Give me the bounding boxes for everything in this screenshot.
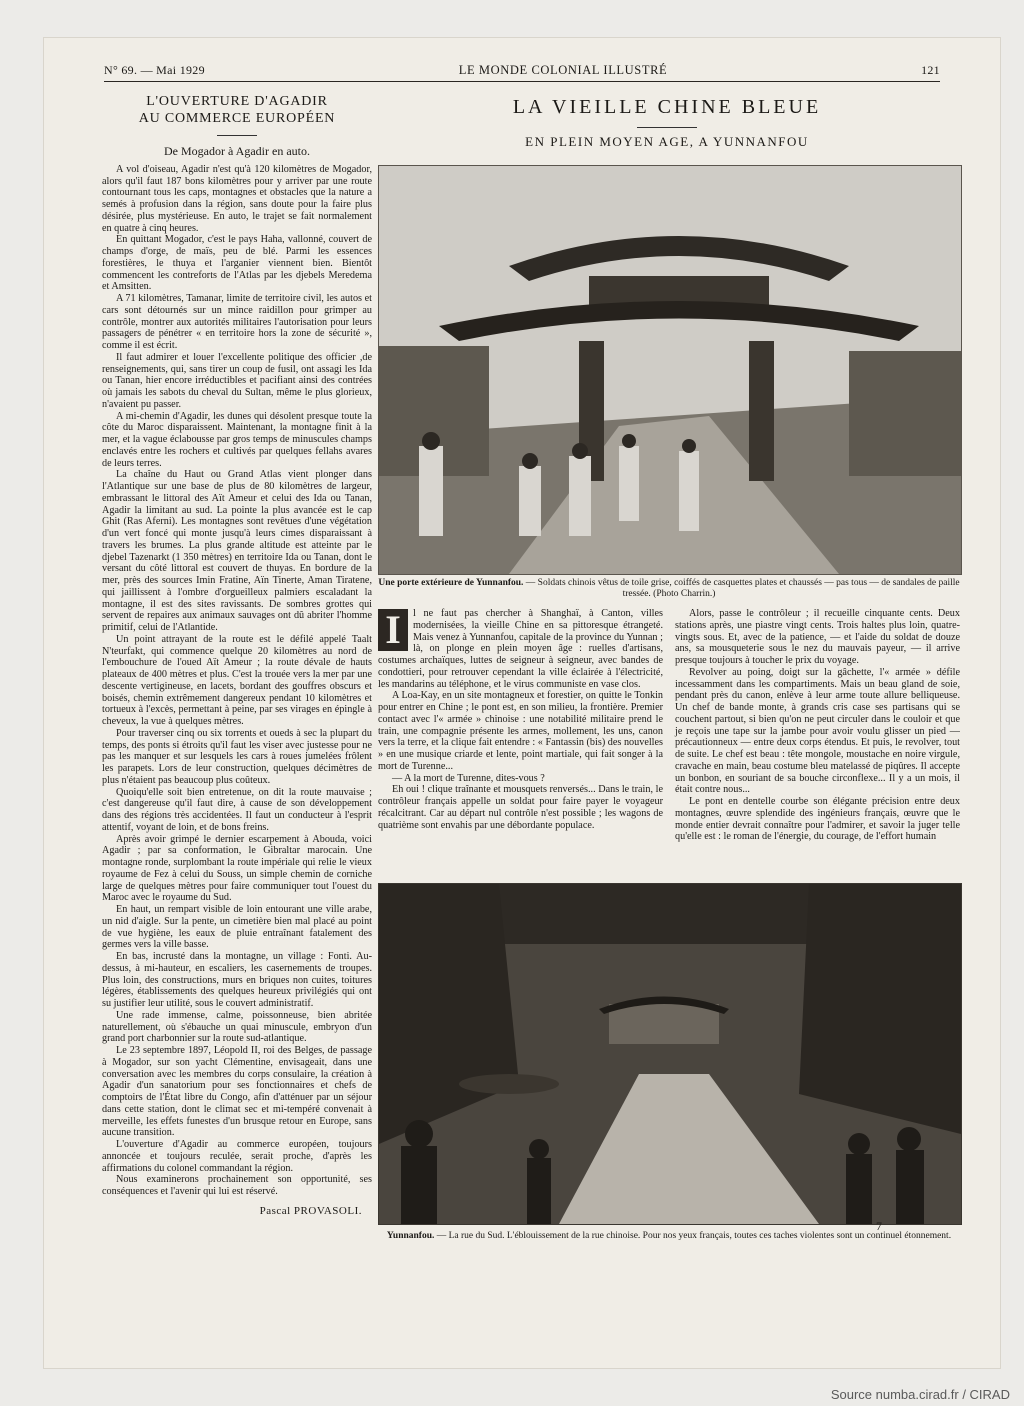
- paragraph: l ne faut pas chercher à Shanghaï, à Canton, villes modernisées, la vieille Chine en sa pittoresque étrangeté. Mais venez à Yunnanfou, capitale de la province du Yunnan ; là, on plonge en plein moyen âge : ruelles d'artisans, costumes archaïques, luttes de seigneur à seigneur, avec bandes de condottieri, pour retrouver cependant la ville éclairée à l'électricité, les mandarins au téléphone, et le virus communiste en vase clos.: [378, 608, 663, 690]
- chine-col1-text: [378, 608, 663, 831]
- paragraph: A Loa-Kay, en un site montagneux et forestier, on quitte le Tonkin pour entrer en Chine ; le pont est, en son milieu, la frontière. Premier contact avec l'« armée » chinoise : une notabilité militaire prend le train, une compagnie présente les armes, mollement, les uns, canon vers la terre, et la clique fait entendre : « Fantassin (bis) des nouvelles » en une musique criarde et lente, point martiale, qui fait songer à la mort de Turenne...: [378, 690, 663, 772]
- agadir-subtitle: De Mogador à Agadir en auto.: [164, 144, 310, 158]
- photo2-caption: [378, 1231, 960, 1242]
- paragraph: Alors, passe le contrôleur ; il recueille cinquante cents. Deux stations après, une piastre vingt cents. Trois haltes plus loin, quatre-vingts sous. Et, avec de la patience, — et l'aide du soldat de douze ans, sa mousqueterie sous le nez du mauvais payeur, — il arrive presque toujours à toucher le prix du voyage.: [675, 608, 960, 666]
- agadir-title-line2: AU COMMERCE EUROPÉEN: [138, 111, 336, 126]
- source-credit[interactable]: Source numba.cirad.fr / CIRAD: [830, 1387, 1010, 1402]
- paragraph: En haut, un rempart visible de loin entourant une ville arabe, un nid d'aigle. Sur la pente, un cimetière bien mal placé au point de vue hygiène, les eaux de pluie entraînant fatalement des germes vers la ville basse.: [102, 904, 372, 951]
- paragraph: Le 23 septembre 1897, Léopold II, roi des Belges, de passage à Mogador, sur son yacht Clémentine, envisageait, dans une conversation avec les membres du corps consulaire, la création à Agadir d'un sanatorium pour ses fonctionnaires et chefs de comptoirs de l'État libre du Congo, afin d'atténuer par un séjour dans cette station, dont le climat sec et mi-tempéré convenait à merveille, les effets funestes d'un brusque retour en Europe, sans aucune transition.: [102, 1045, 372, 1139]
- newspaper-page: [44, 38, 1000, 1368]
- chine-title-block: [374, 96, 960, 150]
- folio-number: 7: [876, 1219, 882, 1233]
- paragraph: Une rade immense, calme, poissonneuse, bien abritée naturellement, où s'ébauche un quai minuscule, embryon d'un grand port charbonnier sur la route sud-atlantique.: [102, 1009, 372, 1045]
- agadir-body: [102, 164, 372, 1198]
- publication-title: LE MONDE COLONIAL ILLUSTRÉ: [458, 63, 668, 77]
- author-signature: Pascal PROVASOLI.: [259, 1204, 362, 1217]
- photo1-caption-text: — Soldats chinois vêtus de toile grise, coiffés de casquettes plates et chaussés — pas tous — de sandales de paille tressée. (Photo Charrin.): [525, 578, 960, 599]
- paragraph: En quittant Mogador, c'est le pays Haha, vallonné, couvert de champs d'orge, de maïs, peu de blé. Parmi les essences forestières, le thuya et l'arganier viennent bien. Bientôt commencent les contreforts de l'Atlas par les djebels Meredema et Amsitten.: [102, 234, 372, 293]
- paragraph: A mi-chemin d'Agadir, les dunes qui désolent presque toute la côte du Maroc disparaissent. Maintenant, la montagne finit à la mer, et la vague éclabousse par gros temps de minuscules champs enclavés entre les rochers et cultivés par quelques fellahs avares de leurs terres.: [102, 410, 372, 469]
- chine-subtitle: EN PLEIN MOYEN AGE, A YUNNANFOU: [525, 134, 809, 149]
- paragraph: — A la mort de Turenne, dites-vous ?: [392, 772, 545, 784]
- issue-date: N° 69. — Mai 1929: [104, 63, 205, 77]
- photo1-caption-lead: Une porte extérieure de Yunnanfou.: [378, 578, 524, 588]
- paragraph: Il faut admirer et louer l'excellente politique des officier ,de renseignements, qui, sans tirer un coup de fusil, ont assagi les Ida ou Tanan, hier encore irréductibles et pacifiant ainsi des contrées où jamais les sabots du cheval du Sultan, même le plus glorieux, n'avaient pu passer.: [102, 351, 372, 410]
- paragraph: Nous examinerons prochainement son opportunité, ses conséquences et l'avenir qui lui est réservé.: [102, 1174, 372, 1197]
- chine-column-2: [675, 608, 960, 843]
- street-photo-illustration: [379, 884, 961, 1224]
- paragraph: Quoiqu'elle soit bien entretenue, on dit la route mauvaise ; c'est dangereuse qu'il faut dire, à cause de son développement dans des régions très accidentées. Il faut un conducteur à l'esprit attentif, voyant de loin, et de bons freins.: [102, 786, 372, 833]
- chine-body: [378, 608, 960, 843]
- title-rule: [637, 127, 697, 128]
- paragraph: Eh oui ! clique traînante et mousquets renversés... Dans le train, le contrôleur français appelle un soldat pour faire payer le voyageur récalcitrant. Car au départ nul contrôle n'est possible ; les wagons de quatrième sont envahis par une débordante populace.: [378, 784, 663, 831]
- paragraph: La chaîne du Haut ou Grand Atlas vient plonger dans l'Atlantique sur une base de plus de 80 kilomètres de largeur, embrassant le littoral des Aït Ameur et celui des Ida ou Tanan, Agadir la limitant au sud. La pointe la plus avancée est le cap Ghit (Ras Aferni). Les montagnes sont revêtues d'une végétation d'un vert foncé qui monte jusqu'à leurs cimes disparaissant à travers les brumes. La plus grande altitude est atteinte par le djebel Tazenarkt (1 350 mètres) en territoire Ida ou Tanan, dont le versant du côté littoral est couvert de thuyas. En bordure de la mer, près des sources Imin Fratine, Aïn Tinerte, Aman Tiratene, qui jaillissent à l'ombre d'orgueilleux palmiers escaladant la montagne, il est des sites ravissants. De sombres grottes qui servent de repaires aux animaux sauvages ont dû abriter l'homme primitif, celui de l'Atlantide.: [102, 469, 372, 633]
- paragraph: A 71 kilomètres, Tamanar, limite de territoire civil, les autos et cars sont détournés sur un mince raidillon pour grimper au contrôle, montrer aux autorités militaires l'autorisation pour leurs passagers de pénétrer « en territoire hors la zone de sécurité », comme il est écrit.: [102, 293, 372, 351]
- photo1-caption: [378, 578, 960, 600]
- agadir-article: [102, 93, 372, 1218]
- chine-title: LA VIEILLE CHINE BLEUE: [512, 96, 822, 118]
- photo2-caption-text: — La rue du Sud. L'éblouissement de la rue chinoise. Pour nos yeux français, toutes ces taches violentes sont un continuel étonnement.: [436, 1231, 952, 1241]
- paragraph: Pour traverser cinq ou six torrents et oueds à sec la plupart du temps, des ponts si étroits qu'il faut les viser avec justesse pour ne pas les manquer et sur lesquels les cars à roues jumelées frôlent les parapets. Lors de leur construction, quelques décimètres de plus n'étaient pas beaucoup plus coûteux.: [102, 727, 372, 786]
- paragraph: L'ouverture d'Agadir au commerce européen, toujours annoncée et toujours reculée, serait proche, d'après les affirmations du colonel commandant la région.: [102, 1139, 372, 1174]
- paragraph: En bas, incrusté dans la montagne, un village : Fonti. Au-dessus, à mi-hauteur, en escaliers, les casernements de troupes. Plus loin, des constructions, murs en briques non cuites, toitures légères, établissements des quelques heureux privilégiés qui ont su justifier leur utilité, sous le couvert administratif.: [102, 951, 372, 1009]
- gate-photo-illustration: [379, 166, 961, 574]
- page-number: 121: [921, 63, 940, 77]
- paragraph: Le pont en dentelle courbe son élégante précision entre deux montagnes, œuvre splendide des ingénieurs français, œuvre que le monde entier devrait connaître pour l'admirer, et savoir la juger telle qu'elle est : le roman de l'énergie, du courage, de l'effort humain: [675, 796, 960, 843]
- chine-col2-text: [675, 608, 960, 843]
- paragraph: A vol d'oiseau, Agadir n'est qu'à 120 kilomètres de Mogador, alors qu'il faut 187 bons kilomètres pour y arriver par une route contournant tous les caps, montagnes et obstacles que la nature a semés à profusion dans la région, sans doute pour la faire plus désirée, plus mystérieuse. En auto, le trajet se fait normalement en quatre à cinq heures.: [102, 163, 372, 234]
- photo-yunnanfou-gate: [378, 165, 962, 575]
- photo2-caption-lead: Yunnanfou.: [386, 1231, 435, 1241]
- running-head: [104, 63, 940, 82]
- photo-rue-du-sud: [378, 883, 962, 1225]
- drop-cap: I: [378, 609, 408, 651]
- paragraph: Revolver au poing, doigt sur la gâchette, l'« armée » défile incessamment dans les compartiments. Mais un beau gland de soie, pendant près du canon, enlève à leur arme toute allure belliqueuse. Un chef de bande monte, à grands cris case ses partisans qui se couchent partout, si bien qu'on ne peut circuler dans le couloir et que je reçois une tape sur la jambe pour avoir voulu glisser un pied — précautionneux — entre deux corps étendus. Et puis, le revolver, tout de suite. Le chef est beau : tête mongole, moustache en noire virgule, cravache en main, beau costume bleu matelassé de piqûres. Il accepte un bonbon, en souriant de sa bouche circonflexe... Il y a un mois, il était contre nous...: [675, 666, 960, 796]
- agadir-title-line1: L'OUVERTURE D'AGADIR: [146, 94, 328, 109]
- chine-column-1: [378, 608, 663, 843]
- paragraph: Après avoir grimpé le dernier escarpement à Abouda, voici Agadir ; par sa conformation, le Gibraltar marocain. Une montagne ronde, surplombant la route impériale qui relie le vieux royaume de Fez à celui du Souss, un simple chemin de corniche large de quelques mètres pour faire communiquer tout l'ouest du Maroc avec le royaume du Sud.: [102, 833, 372, 904]
- title-rule: [217, 135, 257, 136]
- paragraph: Un point attrayant de la route est le défilé appelé Taalt N'teurfakt, qui commence quelque 20 kilomètres au nord de l'embouchure de l'oued Aït Ameur ; la route dévale de hauts plateaux de 400 mètres et plus. C'est la trouée vers la mer par une descente vertigineuse, en lacets, bordant des gouffres obscurs et boisés, chemin extrêmement dangereux pendant 10 kilomètres et tortueux à l'excès, permettant à peine, par ses virages en épingle à cheveux, la vue à quelques mètres.: [102, 633, 372, 727]
